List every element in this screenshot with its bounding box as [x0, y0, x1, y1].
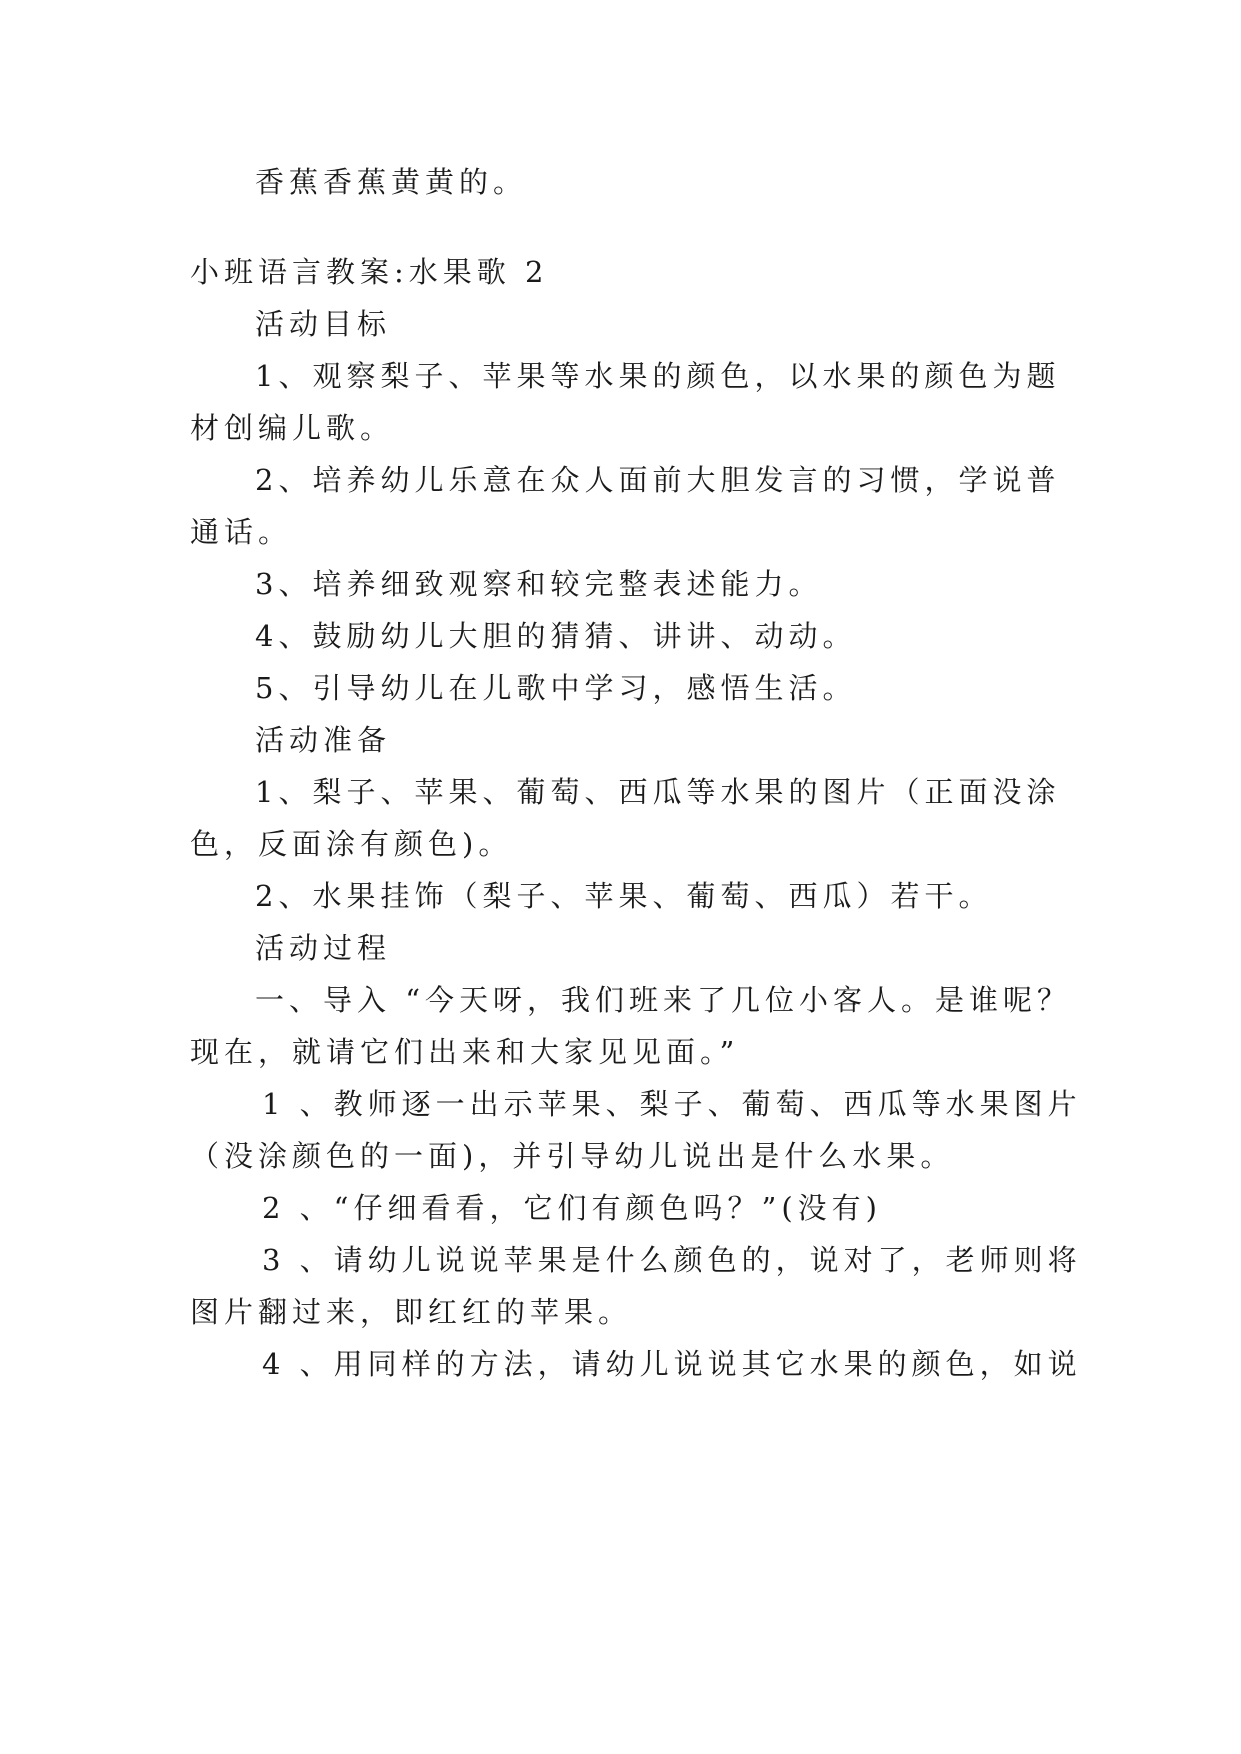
- heading-process: 活动过程: [255, 931, 392, 965]
- paragraph-line: 2、培养幼儿乐意在众人面前大胆发言的习惯，学说普: [255, 463, 1061, 497]
- paragraph-line: 3、培养细致观察和较完整表述能力。: [255, 567, 823, 601]
- paragraph-line: 4、鼓励幼儿大胆的猜猜、讲讲、动动。: [255, 619, 857, 653]
- paragraph-line: 香蕉香蕉黄黄的。: [255, 165, 528, 199]
- paragraph-line: 现在，就请它们出来和大家见见面。”: [190, 1035, 740, 1069]
- heading-preparation: 活动准备: [255, 723, 392, 757]
- paragraph-line: 3 、请幼儿说说苹果是什么颜色的，说对了，老师则将: [262, 1243, 1082, 1277]
- paragraph-line: 1、梨子、苹果、葡萄、西瓜等水果的图片（正面没涂: [255, 775, 1061, 809]
- paragraph-line: 2 、“仔细看看，它们有颜色吗？”(没有): [262, 1191, 882, 1225]
- heading-goals: 活动目标: [255, 307, 392, 341]
- paragraph-line: 2、水果挂饰（梨子、苹果、葡萄、西瓜）若干。: [255, 879, 993, 913]
- paragraph-line: 色，反面涂有颜色)。: [190, 827, 513, 861]
- section-title: 小班语言教案:水果歌 2: [190, 255, 549, 289]
- paragraph-line: 4 、用同样的方法，请幼儿说说其它水果的颜色，如说: [262, 1347, 1082, 1381]
- paragraph-line: 一、导入 “今天呀，我们班来了几位小客人。是谁呢？: [255, 983, 1072, 1017]
- paragraph-line: （没涂颜色的一面)，并引导幼儿说出是什么水果。: [190, 1139, 955, 1173]
- paragraph-line: 材创编儿歌。: [190, 411, 395, 445]
- paragraph-line: 通话。: [190, 515, 293, 549]
- paragraph-line: 1 、教师逐一出示苹果、梨子、葡萄、西瓜等水果图片: [262, 1087, 1082, 1121]
- paragraph-line: 5、引导幼儿在儿歌中学习，感悟生活。: [255, 671, 857, 705]
- paragraph-line: 1、观察梨子、苹果等水果的颜色，以水果的颜色为题: [255, 359, 1061, 393]
- paragraph-line: 图片翻过来，即红红的苹果。: [190, 1295, 633, 1329]
